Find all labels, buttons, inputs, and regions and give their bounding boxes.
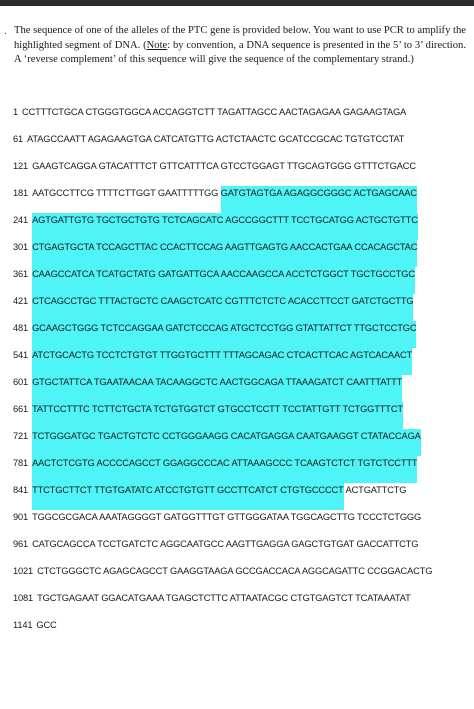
sequence-position: 901 — [13, 512, 29, 522]
highlighted-segment: TCTGGGATGC TGACTGTCTC CCTGGGAAGG CACATGAGGA CAATGAAGGT CTATACCAGA — [32, 429, 421, 456]
sequence-row — [13, 294, 469, 321]
sequence-position: 1 — [13, 107, 19, 117]
sequence-row — [13, 591, 469, 618]
highlighted-segment: TATTCCTTTC TCTTCTGCTA TCTGTGGTCT GTGCCTCCTT TCCTATTGTT TCTGGTTTCT — [32, 402, 403, 429]
sequence-segment: ATAGCCAATT AGAGAAGTGA CATCATGTTG ACTCTAACTC GCATCCGCAC TGTGTCCTAT — [27, 134, 405, 144]
sequence-position: 781 — [13, 458, 29, 468]
sequence-row — [13, 456, 469, 483]
sequence-row — [13, 186, 469, 213]
highlighted-segment: AGTGATTGTG TGCTGCTGTG TCTCAGCATC AGCCGGCTTT TCCTGCATGG ACTGCTGTTC — [32, 213, 418, 240]
intro-note-label: Note — [146, 39, 168, 51]
sequence-row — [13, 321, 469, 348]
sequence-position: 1081 — [13, 593, 34, 603]
sequence-position: 661 — [13, 404, 29, 414]
list-bullet: . — [4, 26, 7, 37]
sequence-row — [13, 240, 469, 267]
sequence-row — [13, 213, 469, 240]
sequence-row — [13, 105, 469, 132]
sequence-segment: ACTGATTCTG — [343, 485, 407, 495]
sequence-segment: CATGCAGCCA TCCTGATCTC AGGCAATGCC AAGTTGAGGA GAGCTGTGAT GACCATTCTG — [32, 539, 419, 549]
sequence-position: 841 — [13, 485, 29, 495]
sequence-position: 541 — [13, 350, 29, 360]
highlighted-segment: CTCAGCCTGC TTTACTGCTC CAAGCTCATC CGTTTCTCTC ACACCTTCCT GATCTGCTTG — [32, 294, 413, 321]
sequence-row — [13, 159, 469, 186]
sequence-row — [13, 429, 469, 456]
sequence-segment: GCC — [36, 620, 57, 630]
sequence-segment: TGGCGCGACA AAATAGGGGT GATGGTTTGT GTTGGGATAA TGGCAGCTTG TCCCTCTGGG — [32, 512, 422, 522]
sequence-position: 601 — [13, 377, 29, 387]
sequence-position: 421 — [13, 296, 29, 306]
sequence-position: 1141 — [13, 620, 33, 630]
sequence-position: 61 — [13, 134, 24, 144]
sequence-position: 481 — [13, 323, 29, 333]
sequence-position: 301 — [13, 242, 29, 252]
sequence-row — [13, 375, 469, 402]
sequence-row — [13, 402, 469, 429]
intro-paragraph — [14, 24, 466, 68]
highlighted-segment: TTCTGCTTCT TTGTGATATC ATCCTGTGTT GCCTTCATCT CTGTGCCCCT — [32, 483, 344, 510]
highlighted-segment: CTGAGTGCTA TCCAGCTTAC CCACTTCCAG AAGTTGAGTG AACCACTGAA CCACAGCTAC — [32, 240, 417, 267]
sequence-row — [13, 267, 469, 294]
sequence-row — [13, 510, 469, 537]
intro-text-1: The sequence of one of the alleles of the PTC gene is provided below. You want to use PCR to amplify the highlighted segment of DNA. ( — [14, 25, 466, 51]
highlighted-segment: AACTCTCGTG ACCCCAGCCT GGAGGCCCAC ATTAAAGCCC TCAAGTCTCT TGTCTCCTTT — [32, 456, 417, 483]
dna-sequence — [13, 105, 469, 645]
sequence-position: 121 — [13, 161, 29, 171]
sequence-row — [13, 348, 469, 375]
top-border — [0, 0, 474, 6]
highlighted-segment: GATGTAGTGA AGAGGCGGGC ACTGAGCAAC — [221, 186, 417, 213]
sequence-position: 181 — [13, 188, 29, 198]
highlighted-segment: GCAAGCTGGG TCTCCAGGAA GATCTCCCAG ATGCTCCTGG GTATTATTCT TTGCTCCTGC — [32, 321, 416, 348]
sequence-position: 1021 — [13, 566, 34, 576]
sequence-segment: GAAGTCAGGA GTACATTTCT GTTCATTTCA GTCCTGGAGT TTGCAGTGGG GTTTCTGACC — [32, 161, 416, 171]
sequence-position: 721 — [13, 431, 29, 441]
sequence-segment: AATGCCTTCG TTTTCTTGGT GAATTTTTGG — [32, 188, 221, 198]
sequence-segment: CCTTTCTGCA CTGGGTGGCA ACCAGGTCTT TAGATTAGCC AACTAGAGAA GAGAAGTAGA — [22, 107, 407, 117]
sequence-position: 361 — [13, 269, 29, 279]
sequence-row — [13, 618, 469, 645]
sequence-segment: CTCTGGGCTC AGAGCAGCCT GAAGGTAAGA GCCGACCACA AGGCAGATTC CCGGACACTG — [37, 566, 433, 576]
highlighted-segment: CAAGCCATCA TCATGCTATG GATGATTGCA AACCAAGCCA ACCTCTGGCT TGCTGCCTGC — [32, 267, 415, 294]
sequence-row — [13, 564, 469, 591]
sequence-row — [13, 132, 469, 159]
sequence-position: 241 — [13, 215, 29, 225]
highlighted-segment: ATCTGCACTG TCCTCTGTGT TTGGTGCTTT TTTAGCAGAC CTCACTTCAC AGTCACAACT — [32, 348, 412, 375]
sequence-row — [13, 537, 469, 564]
sequence-position: 961 — [13, 539, 29, 549]
sequence-segment: TGCTGAGAAT GGACATGAAA TGAGCTCTTC ATTAATACGC CTGTGAGTCT TCATAAATAT — [37, 593, 411, 603]
sequence-row — [13, 483, 469, 510]
intro-text-2: : by convention, a DNA sequence is presented in the 5’ to 3’ direction. A ‘reverse complement’ of this sequence will give the sequence of the complementary strand.) — [14, 39, 466, 66]
highlighted-segment: GTGCTATTCA TGAATAACAA TACAAGGCTC AACTGGCAGA TTAAAGATCT CAATTTATTT — [32, 375, 402, 402]
